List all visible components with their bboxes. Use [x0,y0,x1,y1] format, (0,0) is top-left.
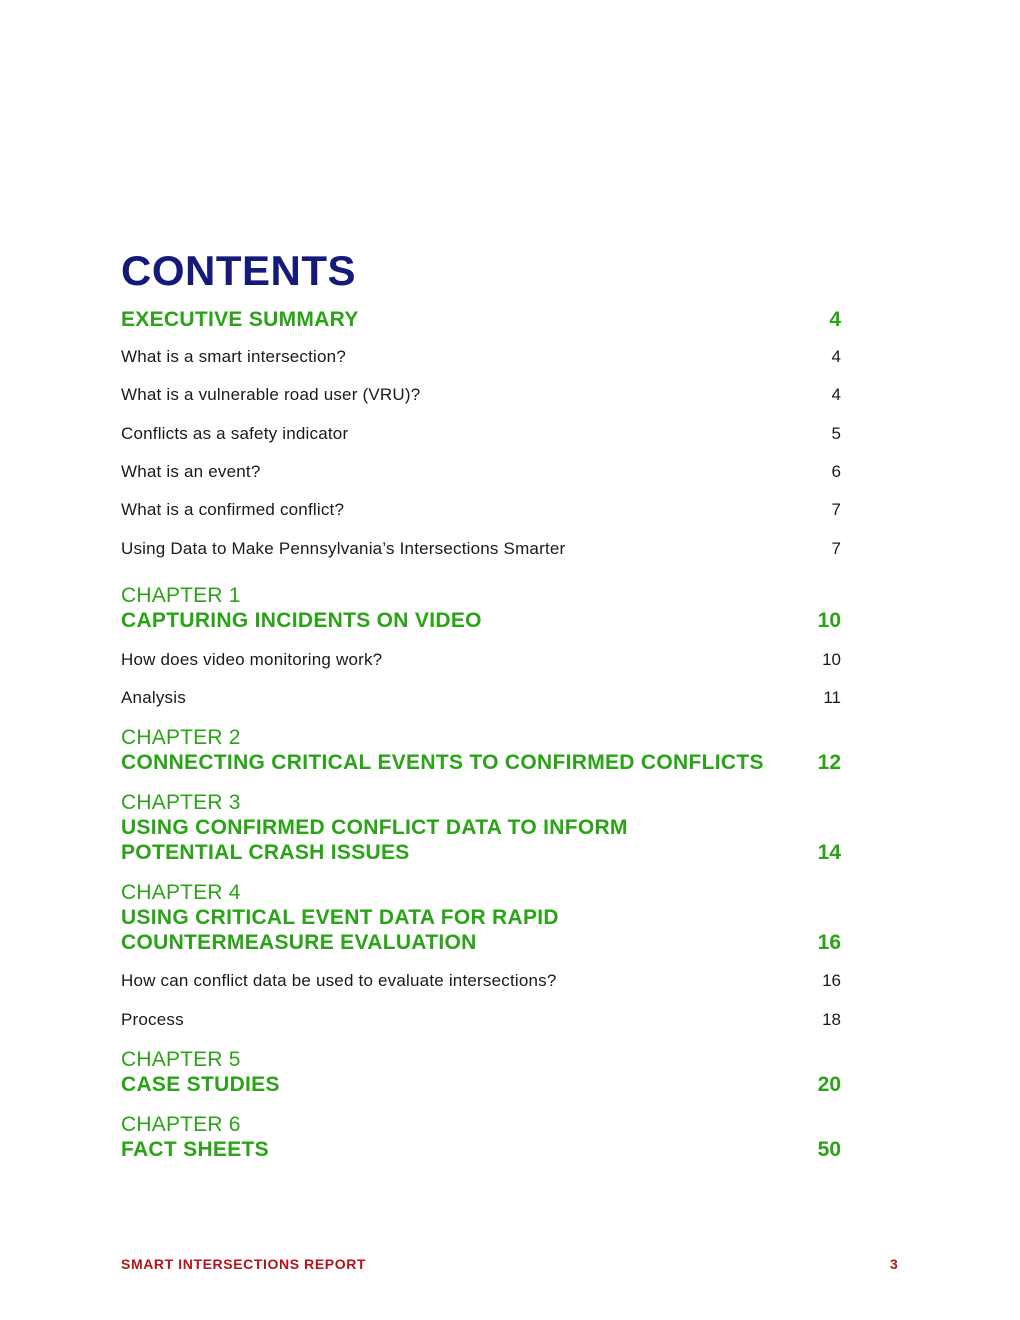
chapter-label: CHAPTER 4 [121,881,241,904]
toc-chapter-4[interactable] [121,880,841,955]
toc-chapter-2[interactable] [121,725,841,775]
chapter-title: CASE STUDIES [121,1073,280,1096]
toc-item-title: Using Data to Make Pennsylvania’s Intersections Smarter [121,539,566,558]
chapter-label: CHAPTER 5 [121,1048,241,1071]
chapter-title: FACT SHEETS [121,1138,269,1161]
chapter-title-line-1: USING CONFIRMED CONFLICT DATA TO INFORM [121,816,628,839]
toc-item-title: What is an event? [121,462,261,481]
chapter-label: CHAPTER 3 [121,791,241,814]
toc-item-title: How can conflict data be used to evaluate intersections? [121,971,557,990]
chapter-title-row [121,608,841,633]
toc-page-number: 16 [822,971,841,990]
toc-page-number: 4 [831,347,841,366]
toc-page-number: 20 [817,1073,841,1096]
chapter-title-line-2: POTENTIAL CRASH ISSUES [121,841,410,864]
toc-item[interactable] [121,688,841,708]
page-title: CONTENTS [121,247,356,294]
toc-item-title: What is a smart intersection? [121,347,346,366]
toc-item[interactable] [121,539,841,559]
chapter-title-line-2: COUNTERMEASURE EVALUATION [121,931,477,954]
chapter-title-row [121,750,841,775]
chapter-label: CHAPTER 2 [121,726,241,749]
toc-item-title: What is a confirmed conflict? [121,500,345,519]
toc-item[interactable] [121,424,841,444]
toc-item[interactable] [121,650,841,670]
toc-item[interactable] [121,462,841,482]
chapter-label: CHAPTER 6 [121,1113,241,1136]
chapter-title: CONNECTING CRITICAL EVENTS TO CONFIRMED CONFLICTS [121,751,764,774]
toc-page-number: 7 [831,500,841,519]
toc-page-number: 10 [822,650,841,669]
toc-item[interactable] [121,500,841,520]
footer-page-number: 3 [890,1256,898,1272]
toc-chapter-3[interactable] [121,790,841,865]
chapter-title-row [121,930,841,955]
toc-chapter-5[interactable] [121,1047,841,1097]
toc-page-number: 11 [823,688,841,707]
toc-item-title: Analysis [121,688,186,707]
toc-page-number: 4 [829,308,841,331]
chapter-label: CHAPTER 1 [121,584,241,607]
toc-item[interactable] [121,1010,841,1030]
toc-page-number: 10 [817,609,841,632]
toc-item-title: Process [121,1010,184,1029]
toc-page-number: 5 [831,424,841,443]
toc-chapter-1[interactable] [121,583,841,633]
toc-page-number: 4 [831,385,841,404]
chapter-title-line-1: USING CRITICAL EVENT DATA FOR RAPID [121,906,559,929]
toc-item[interactable] [121,385,841,405]
chapter-title: CAPTURING INCIDENTS ON VIDEO [121,609,482,632]
chapter-title-row [121,840,841,865]
toc-page-number: 18 [822,1010,841,1029]
chapter-title-row [121,1072,841,1097]
footer-report-name: SMART INTERSECTIONS REPORT [121,1256,367,1272]
toc-page-number: 6 [831,462,841,481]
toc-item[interactable] [121,347,841,367]
toc-item-title: How does video monitoring work? [121,650,383,669]
toc-page-number: 16 [817,931,841,954]
toc-item-title: What is a vulnerable road user (VRU)? [121,385,421,404]
toc-entry-executive-summary[interactable] [121,307,841,332]
toc-page-number: 7 [831,539,841,558]
toc-chapter-6[interactable] [121,1112,841,1162]
toc-item[interactable] [121,971,841,991]
toc-item-title: Conflicts as a safety indicator [121,424,349,443]
toc-page-number: 14 [817,841,841,864]
toc-heading: EXECUTIVE SUMMARY [121,308,359,331]
toc-page-number: 50 [817,1138,841,1161]
chapter-title-row [121,1137,841,1162]
toc-page-number: 12 [817,751,841,774]
